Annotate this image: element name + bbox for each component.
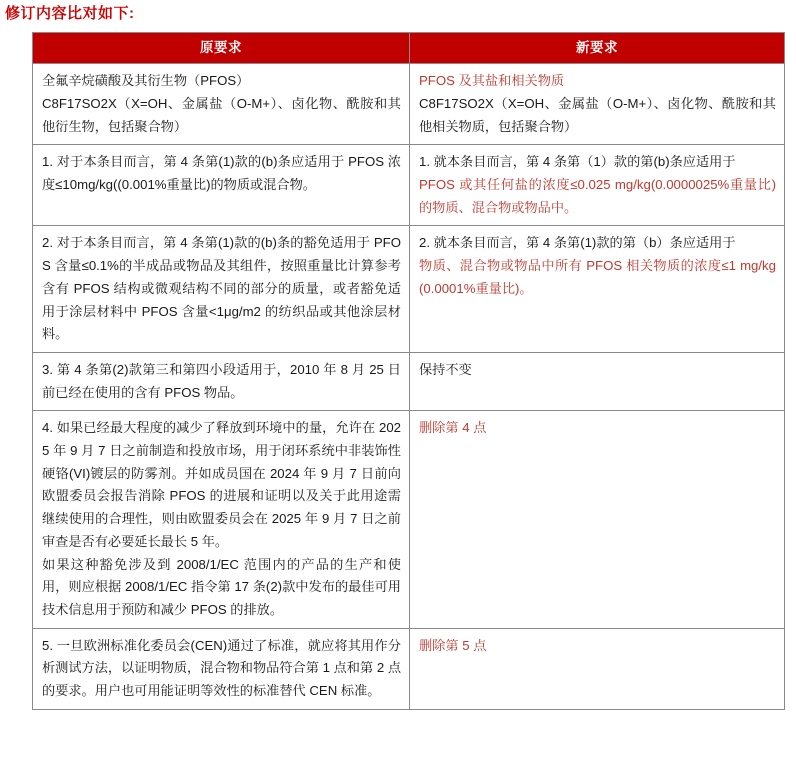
- table-cell-old-point-3: [33, 352, 410, 410]
- table-cell-old-substance-definition: [33, 64, 410, 145]
- paragraph: 全氟辛烷磺酸及其衍生物（PFOS）: [42, 73, 250, 89]
- paragraph: 1. 对于本条目而言，第 4 条第(1)款的(b)条应适用于 PFOS 浓度≤10mg/kg((0.001%重量比)的物质或混合物。: [42, 154, 401, 193]
- paragraph: 物质、混合物或物品中所有 PFOS 相关物质的浓度≤1 mg/kg(0.0001%重量比)。: [419, 258, 776, 296]
- table-header-row: [33, 33, 785, 64]
- table-cell-new-substance-definition: [410, 64, 785, 145]
- paragraph: 2. 对于本条目而言，第 4 条第(1)款的(b)条的豁免适用于 PFOS 含量≤0.1%的半成品或物品及其组件，按照重量比计算参考含有 PFOS 结构或微观结构不同的部分的质量，或者豁免适用于涂层材料中 PFOS 含量<1μg/m2 的纺织品或其他涂层材料。: [42, 235, 401, 342]
- table-header: [33, 33, 785, 64]
- table-cell-old-point-4: [33, 411, 410, 628]
- table-cell-new-point-2: [410, 226, 785, 353]
- paragraph: C8F17SO2X（X=OH、金属盐（O-M+）、卤化物、酰胺和其他相关物质，包括聚合物）: [419, 95, 776, 134]
- column-header-new-requirement: 新要求: [410, 33, 785, 64]
- paragraph: 删除第 5 点: [419, 637, 487, 653]
- paragraph: 4. 如果已经最大程度的减少了释放到环境中的量，允许在 2025 年 9 月 7 日之前制造和投放市场，用于闭环系统中非装饰性硬铬(VI)镀层的防雾剂。并如成员国在 2024 年 9 月 7 日前向欧盟委员会报告消除 PFOS 的进展和证明以及关于此用途需继续使用的合理性，则由欧盟委员会在 2025 年 9 月 7 日之前审查是否有必要延长最长 5 年。: [42, 420, 401, 549]
- table-row: [33, 64, 785, 145]
- table-row: [33, 226, 785, 353]
- paragraph: 1. 就本条目而言，第 4 条第（1）款的第(b)条应适用于: [419, 154, 736, 170]
- paragraph: 删除第 4 点: [419, 420, 487, 436]
- paragraph: 3. 第 4 条第(2)款第三和第四小段适用于，2010 年 8 月 25 日前已经在使用的含有 PFOS 物品。: [42, 361, 401, 400]
- paragraph: C8F17SO2X（X=OH、金属盐（O-M+）、卤化物、酰胺和其他衍生物，包括聚合物）: [42, 95, 401, 134]
- table-cell-new-point-1: [410, 145, 785, 226]
- table-body: [33, 64, 785, 710]
- paragraph: 5. 一旦欧洲标准化委员会(CEN)通过了标准，就应将其用作分析测试方法，以证明物质，混合物和物品符合第 1 点和第 2 点的要求。用户也可用能证明等效性的标准替代 CEN 标准。: [42, 637, 402, 699]
- table-row: [33, 628, 785, 709]
- paragraph: PFOS 及其盐和相关物质: [419, 73, 565, 89]
- paragraph: PFOS 或其任何盐的浓度≤0.025 mg/kg(0.0000025%重量比)的物质、混合物或物品中。: [419, 177, 776, 215]
- table-cell-new-point-3: [410, 352, 785, 410]
- requirements-comparison-table: [32, 32, 785, 710]
- table-cell-new-point-5: [410, 628, 785, 709]
- column-header-old-requirement: 原要求: [33, 33, 410, 64]
- table-row: [33, 411, 785, 628]
- table-cell-old-point-5: [33, 628, 410, 709]
- table-row: [33, 145, 785, 226]
- table-cell-new-point-4: [410, 411, 785, 628]
- table-cell-old-point-1: [33, 145, 410, 226]
- paragraph: 保持不变: [419, 361, 472, 377]
- table-row: [33, 352, 785, 410]
- page-title: 修订内容比对如下:: [5, 5, 135, 22]
- table-cell-old-point-2: [33, 226, 410, 353]
- paragraph: 如果这种豁免涉及到 2008/1/EC 范围内的产品的生产和使用，则应根据 2008/1/EC 指令第 17 条(2)款中发布的最佳可用技术信息用于预防和减少 PFOS 的排放。: [42, 556, 401, 617]
- paragraph: 2. 就本条目而言，第 4 条第(1)款的第（b）条应适用于: [419, 235, 736, 251]
